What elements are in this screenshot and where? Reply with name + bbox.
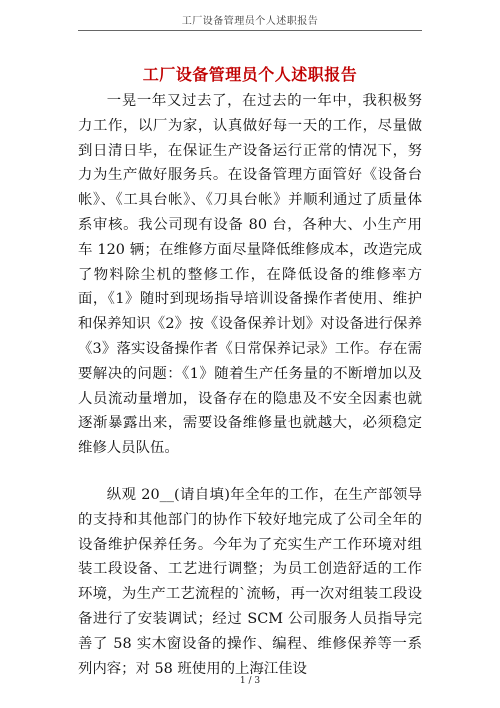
document-body (78, 89, 422, 681)
body-paragraph-2: 纵观 20__(请自填)年全年的工作，在生产部领导的支持和其他部门的协作下较好地完成了公司全年的设备维护保养任务。今年为了充实生产工作环境对组装工段设备、工艺进行调整；为员工创造舒适的工作环境，为生产工艺流程的`流畅，再一次对组装工段设备进行了安装调试；经过 SCM 公司服务人员指导完善了 58 实木窗设备的操作、编程、维修保养等一系列内容；对 58 班使用的上海江佳设 (78, 486, 422, 677)
body-paragraph-1: 一晃一年又过去了，在过去的一年中，我积极努力工作，以厂为家，认真做好每一天的工作，尽量做到日清日毕，在保证生产设备运行正常的情况下，努力为生产做好服务兵。在设备管理方面管好《设备台帐》、《工具台帐》、《刀具台帐》并顺利通过了质量体系审核。我公司现有设备 80 台，各种大、小生产用车 120 辆；在维修方面尽量降低维修成本，改造完成了物料除尘机的整修工作，在降低设备的维修率方面，《1》随时到现场指导培训设备操作者使用、维护和保养知识《2》按《设备保养计划》对设备进行保养《3》落实设备操作者《日常保养记录》工作。存在需要解决的问题：《1》随着生产任务量的不断增加以及人员流动量增加，设备存在的隐患及不安全因素也就逐渐暴露出来，需要设备维修量也就越大，必须稳定维修人员队伍。 (78, 93, 422, 457)
header-divider (78, 30, 422, 31)
document-title: 工厂设备管理员个人述职报告 (142, 65, 358, 84)
running-header: 工厂设备管理员个人述职报告 (181, 16, 319, 27)
page-number: 1 / 3 (239, 676, 261, 686)
